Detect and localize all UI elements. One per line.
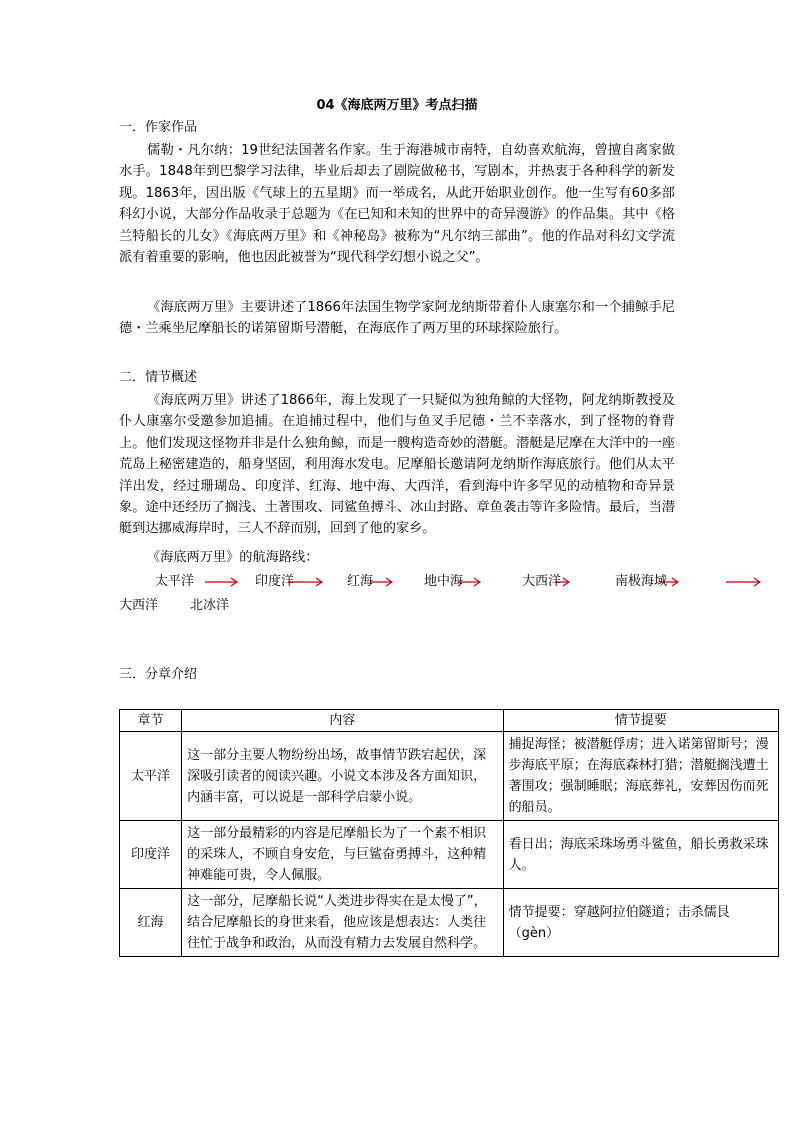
route-stop: 北冰洋 xyxy=(190,598,230,613)
route-arrow-icon xyxy=(370,577,394,589)
page-title: 04《海底两万里》考点扫描 xyxy=(316,98,478,113)
section3-heading: 三．分章介绍 xyxy=(119,667,198,682)
header-content: 内容 xyxy=(182,710,503,732)
route-arrow-icon xyxy=(726,577,762,589)
section1-heading: 一．作家作品 xyxy=(119,120,198,135)
table-header-row xyxy=(120,710,779,732)
novel-summary-paragraph: 《海底两万里》主要讲述了1866年法国生物学家阿龙纳斯带着仆人康塞尔和一个捕鲸手尼德・兰乘坐尼摩船长的诺第留斯号潜艇，在海底作了两万里的环球探险旅行。 xyxy=(119,300,675,337)
author-intro-paragraph: 儒勒・凡尔纳：19世纪法国著名作家。生于海港城市南特，自幼喜欢航海，曾擅自离家做水手。1848年到巴黎学习法律，毕业后却去了剧院做秘书，写剧本，并热衷于各种科学的新发现。1863年，因出版《气球上的五星期》而一举成名，从此开始职业创作。他一生写有60多部科幻小说，大部分作品收录于总题为《在已知和未知的世界中的奇异漫游》的作品集。其中《格兰特船长的儿女》《海底两万里》和《神秘岛》被称为“凡尔纳三部曲”。他的作品对科幻文学流派有着重要的影响，他也因此被誉为“现代科学幻想小说之父”。 xyxy=(119,143,675,266)
route-stop: 南极海域 xyxy=(615,574,668,589)
chapter-content: 这一部分主要人物纷纷出场，故事情节跌宕起伏，深深吸引读者的阅读兴趣。小说文本涉及各方面知识，内涵丰富，可以说是一部科学启蒙小说。 xyxy=(182,732,503,821)
chapter-content: 这一部分，尼摩船长说“人类进步得实在是太慢了”，结合尼摩船长的身世来看，他应该是想表达：人类往往忙于战争和政治，从而没有精力去发展自然科学。 xyxy=(182,889,503,957)
route-stop: 红海 xyxy=(347,574,374,589)
route-arrow-icon xyxy=(555,577,571,589)
route-arrow-icon xyxy=(660,577,680,589)
chapter-name: 红海 xyxy=(120,889,182,957)
route-label: 《海底两万里》的航海路线： xyxy=(147,550,319,565)
chapter-plot: 看日出；海底采珠场勇斗鲨鱼，船长勇救采珠人。 xyxy=(503,821,778,889)
table-row xyxy=(120,732,779,821)
route-stop: 印度洋 xyxy=(255,574,295,589)
plot-overview-paragraph: 《海底两万里》讲述了1866年，海上发现了一只疑似为独角鲸的大怪物，阿龙纳斯教授及仆人康塞尔受邀参加追捕。在追捕过程中，他们与鱼叉手尼德・兰不幸落水，到了怪物的脊背上。他们发现这怪物并非是什么独角鲸，而是一艘构造奇妙的潜艇。潜艇是尼摩在大洋中的一座荒岛上秘密建造的，船身坚固，利用海水发电。尼摩船长邀请阿龙纳斯作海底旅行。他们从太平洋出发，经过珊瑚岛、印度洋、红海、地中海、大西洋，看到海中许多罕见的动植物和奇异景象。途中还经历了搁浅、土著围攻、同鲨鱼搏斗、冰山封路、章鱼袭击等许多险情。最后，当潜艇到达挪威海岸时，三人不辞而别，回到了他的家乡。 xyxy=(119,393,675,537)
chapter-content: 这一部分最精彩的内容是尼摩船长为了一个素不相识的采珠人，不顾自身安危，与巨鲨奋勇搏斗，这种精神难能可贵，令人佩服。 xyxy=(182,821,503,889)
route-stop: 地中海 xyxy=(424,574,464,589)
chapter-plot: 捕捉海怪；被潜艇俘虏；进入诺第留斯号；漫步海底平原；在海底森林打猎；潜艇搁浅遭土著围攻；强制睡眠；海底葬礼，安葬因伤而死的船员。 xyxy=(503,732,778,821)
table-row xyxy=(120,889,779,957)
chapter-plot: 情节提要：穿越阿拉伯隧道；击杀儒艮（gèn） xyxy=(503,889,778,957)
header-plot: 情节提要 xyxy=(503,710,778,732)
chapter-name: 太平洋 xyxy=(120,732,182,821)
section2-heading: 二．情节概述 xyxy=(119,370,198,385)
header-chapter: 章节 xyxy=(120,710,182,732)
route-arrow-icon xyxy=(205,577,239,589)
route-stop: 大西洋 xyxy=(119,598,159,613)
chapter-name: 印度洋 xyxy=(120,821,182,889)
table-row xyxy=(120,821,779,889)
route-stop: 太平洋 xyxy=(155,574,195,589)
route-arrow-icon xyxy=(288,577,324,589)
route-arrow-icon xyxy=(458,577,482,589)
route-stop: 大西洋 xyxy=(522,574,562,589)
chapter-table xyxy=(119,709,779,957)
